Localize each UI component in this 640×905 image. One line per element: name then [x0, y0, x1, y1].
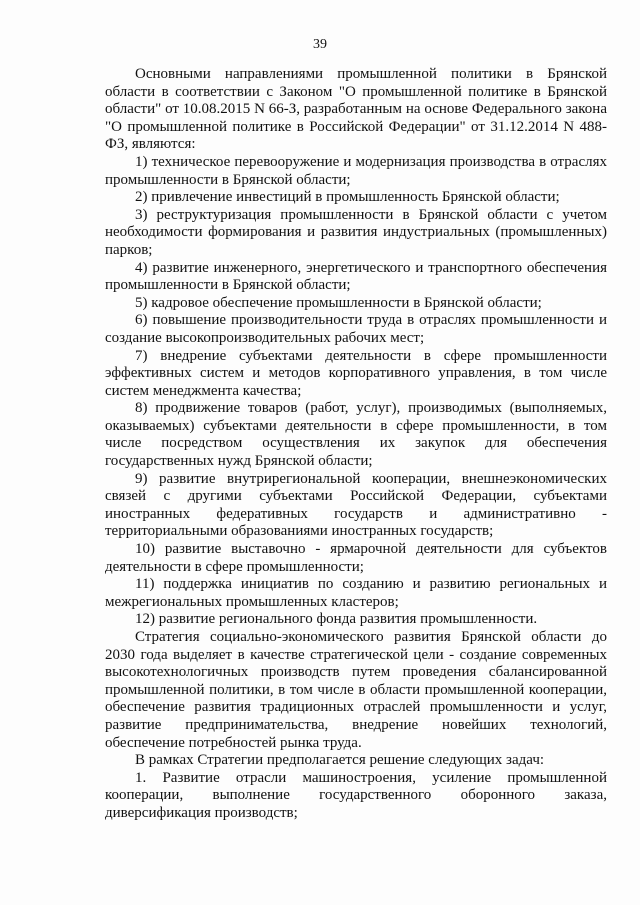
list-item-1: 1) техническое перевооружение и модернизация производства в отраслях промышленности в Брянской области;: [105, 153, 607, 188]
document-body: [105, 66, 607, 823]
paragraph-intro: Основными направлениями промышленной политики в Брянской области в соответствии с Законом "О промышленной политике в Брянской области" от 10.08.2015 N 66-З, разработанным на основе Федерального закона "О промышленной политике в Российской Федерации" от 31.12.2014 N 488-ФЗ, являются:: [105, 66, 607, 153]
list-item-6: 6) повышение производительности труда в отраслях промышленности и создание высокопроизводительных рабочих мест;: [105, 312, 607, 346]
list-item-12: 12) развитие регионального фонда развития промышленности.: [135, 611, 538, 628]
list-item-7: 7) внедрение субъектами деятельности в сфере промышленности эффективных систем и методов корпоративного управления, в том числе систем менеджмента качества;: [105, 347, 607, 399]
paragraph-strategy: Стратегия социально-экономического развития Брянской области до 2030 года выделяет в качестве стратегической цели - создание современных высокотехнологичных производств путем проведения сбалансированной промышленной политики, в том числе в области промышленной кооперации, обеспечение развития традиционных отраслей промышленности и услуг, развитие предпринимательства, внедрение новейших технологий, обеспечение потребностей рынка труда.: [105, 629, 607, 751]
paragraph-tasks-intro: В рамках Стратегии предполагается решение следующих задач:: [135, 752, 545, 769]
page-number: 39: [313, 37, 327, 52]
list-item-3: 3) реструктуризация промышленности в Брянской области с учетом необходимости формирования и развития индустриальных (промышленных) парков;: [105, 206, 607, 258]
list-item-9: 9) развитие внутрирегиональной кооперации, внешнеэкономических связей с другими субъектами Российской Федерации, субъектами иностранных федеративных государств и административно - территориальными образованиями иностранных государств;: [105, 470, 607, 540]
list-item-10: 10) развитие выставочно - ярмарочной деятельности для субъектов деятельности в сфере промышленности;: [105, 541, 607, 575]
list-item-2: 2) привлечение инвестиций в промышленность Брянской области;: [135, 189, 560, 206]
list-item-4: 4) развитие инженерного, энергетического и транспортного обеспечения промышленности в Брянской области;: [105, 259, 607, 294]
task-item-1: 1. Развитие отрасли машиностроения, усиление промышленной кооперации, выполнение государственного оборонного заказа, диверсификация производств;: [105, 769, 607, 821]
list-item-5: 5) кадровое обеспечение промышленности в Брянской области;: [135, 294, 542, 311]
list-item-8: 8) продвижение товаров (работ, услуг), производимых (выполняемых, оказываемых) субъектами деятельности в сфере промышленности, в том числе посредством осуществления их закупок для обеспечения государственных нужд Брянской области;: [105, 400, 607, 470]
list-item-11: 11) поддержка инициатив по созданию и развитию региональных и межрегиональных промышленных кластеров;: [105, 576, 607, 610]
